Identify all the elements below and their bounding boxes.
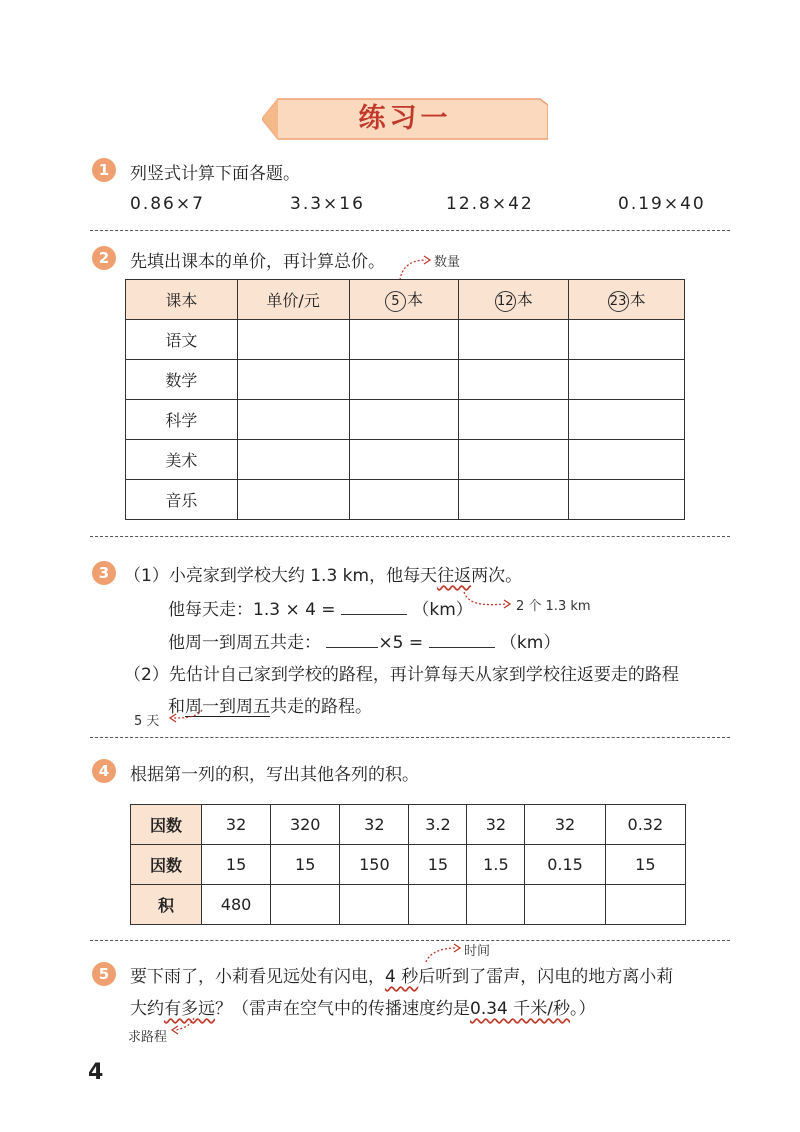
answer-cell[interactable] bbox=[271, 885, 340, 925]
arrow-icon bbox=[170, 1016, 196, 1036]
header-cell: 单价/元 bbox=[237, 280, 349, 320]
factor-cell: 150 bbox=[340, 845, 409, 885]
header-cell: 课本 bbox=[126, 280, 238, 320]
quantity-circle: 12 bbox=[495, 291, 516, 312]
answer-cell[interactable] bbox=[467, 885, 525, 925]
factor-cell: 15 bbox=[409, 845, 467, 885]
q3-part2-line1: （2）先估计自己家到学校的路程，再计算每天从家到学校往返要走的路程 bbox=[124, 665, 679, 685]
arrow-icon bbox=[462, 590, 514, 614]
answer-cell[interactable] bbox=[459, 320, 569, 360]
quantity-circle: 23 bbox=[608, 291, 629, 312]
q3-line1: 他每天走：1.3 × 4 = （km） bbox=[168, 600, 473, 620]
factor-cell: 32 bbox=[467, 805, 525, 845]
answer-cell[interactable] bbox=[349, 320, 459, 360]
answer-cell[interactable] bbox=[409, 885, 467, 925]
answer-cell[interactable] bbox=[569, 400, 685, 440]
question-badge-5: 5 bbox=[92, 962, 116, 986]
row-label: 因数 bbox=[131, 805, 202, 845]
answer-cell[interactable] bbox=[349, 440, 459, 480]
row-label: 因数 bbox=[131, 845, 202, 885]
q5-line2: 大约有多远？（雷声在空气中的传播速度约是0.34 千米/秒。） bbox=[130, 999, 596, 1019]
answer-cell[interactable] bbox=[459, 360, 569, 400]
row-label: 音乐 bbox=[126, 480, 238, 520]
q3-note2: 5 天 bbox=[134, 714, 160, 729]
answer-cell[interactable] bbox=[349, 400, 459, 440]
row-label: 科学 bbox=[126, 400, 238, 440]
q3-line2: 他周一到周五共走： ×5 = （km） bbox=[168, 633, 561, 653]
answer-cell[interactable] bbox=[459, 440, 569, 480]
divider bbox=[90, 737, 730, 738]
q5-note-dist: 求路程 bbox=[128, 1030, 168, 1045]
factor-cell: 1.5 bbox=[467, 845, 525, 885]
row-label: 数学 bbox=[126, 360, 238, 400]
answer-cell[interactable] bbox=[340, 885, 409, 925]
factor-cell: 32 bbox=[202, 805, 271, 845]
q4-prompt: 根据第一列的积，写出其他各列的积。 bbox=[130, 765, 419, 785]
q2-prompt: 先填出课本的单价，再计算总价。 bbox=[130, 252, 385, 272]
factor-cell: 15 bbox=[271, 845, 340, 885]
answer-cell[interactable] bbox=[459, 400, 569, 440]
answer-cell[interactable] bbox=[569, 480, 685, 520]
divider bbox=[90, 940, 730, 941]
q1-item: 12.8×42 bbox=[446, 194, 534, 214]
page-title: 练习一 bbox=[358, 103, 452, 134]
q5-note-time: 时间 bbox=[464, 944, 491, 959]
answer-cell[interactable] bbox=[569, 320, 685, 360]
factor-cell: 320 bbox=[271, 805, 340, 845]
quantity-circle: 5 bbox=[385, 291, 406, 312]
arrow-icon bbox=[398, 252, 432, 282]
answer-blank[interactable] bbox=[326, 647, 378, 648]
answer-cell[interactable] bbox=[237, 480, 349, 520]
q1-item: 0.86×7 bbox=[130, 194, 205, 214]
row-label: 语文 bbox=[126, 320, 238, 360]
question-badge-4: 4 bbox=[92, 759, 116, 783]
question-badge-2: 2 bbox=[92, 246, 116, 270]
factor-cell: 0.15 bbox=[525, 845, 605, 885]
price-table bbox=[125, 279, 685, 520]
factor-cell: 0.32 bbox=[605, 805, 685, 845]
product-table bbox=[130, 804, 686, 925]
answer-cell[interactable] bbox=[569, 360, 685, 400]
answer-cell[interactable] bbox=[349, 480, 459, 520]
divider bbox=[90, 230, 730, 231]
factor-cell: 15 bbox=[202, 845, 271, 885]
q1-prompt: 列竖式计算下面各题。 bbox=[130, 164, 300, 184]
factor-cell: 32 bbox=[340, 805, 409, 845]
q3-part2-line2: 和周一到周五共走的路程。 bbox=[168, 697, 372, 717]
factor-cell: 3.2 bbox=[409, 805, 467, 845]
divider bbox=[90, 536, 730, 537]
q1-item: 0.19×40 bbox=[618, 194, 706, 214]
answer-cell[interactable] bbox=[237, 320, 349, 360]
q3-note1: 2 个 1.3 km bbox=[516, 599, 591, 614]
arrow-icon bbox=[166, 708, 206, 724]
q5-line1: 要下雨了，小莉看见远处有闪电，4 秒后听到了雷声，闪电的地方离小莉 bbox=[130, 967, 674, 987]
q3-part1: （1）小亮家到学校大约 1.3 km，他每天往返两次。 bbox=[124, 566, 523, 586]
answer-cell[interactable] bbox=[349, 360, 459, 400]
q2-note: 数量 bbox=[434, 255, 461, 270]
answer-cell[interactable] bbox=[237, 400, 349, 440]
q1-item: 3.3×16 bbox=[290, 194, 365, 214]
factor-cell: 32 bbox=[525, 805, 605, 845]
answer-cell[interactable] bbox=[459, 480, 569, 520]
row-label: 美术 bbox=[126, 440, 238, 480]
answer-blank[interactable] bbox=[429, 647, 495, 648]
page-number: 4 bbox=[88, 1060, 104, 1085]
answer-cell[interactable] bbox=[237, 360, 349, 400]
answer-cell[interactable] bbox=[237, 440, 349, 480]
answer-cell[interactable] bbox=[605, 885, 685, 925]
header-cell: 5 本 bbox=[349, 280, 459, 320]
answer-cell[interactable] bbox=[569, 440, 685, 480]
factor-cell: 15 bbox=[605, 845, 685, 885]
question-badge-1: 1 bbox=[92, 158, 116, 182]
question-badge-3: 3 bbox=[92, 561, 116, 585]
product-cell: 480 bbox=[202, 885, 271, 925]
answer-blank[interactable] bbox=[341, 614, 407, 615]
header-cell: 12 本 bbox=[459, 280, 569, 320]
arrow-icon bbox=[424, 942, 464, 964]
answer-cell[interactable] bbox=[525, 885, 605, 925]
header-cell: 23 本 bbox=[569, 280, 685, 320]
row-label: 积 bbox=[131, 885, 202, 925]
